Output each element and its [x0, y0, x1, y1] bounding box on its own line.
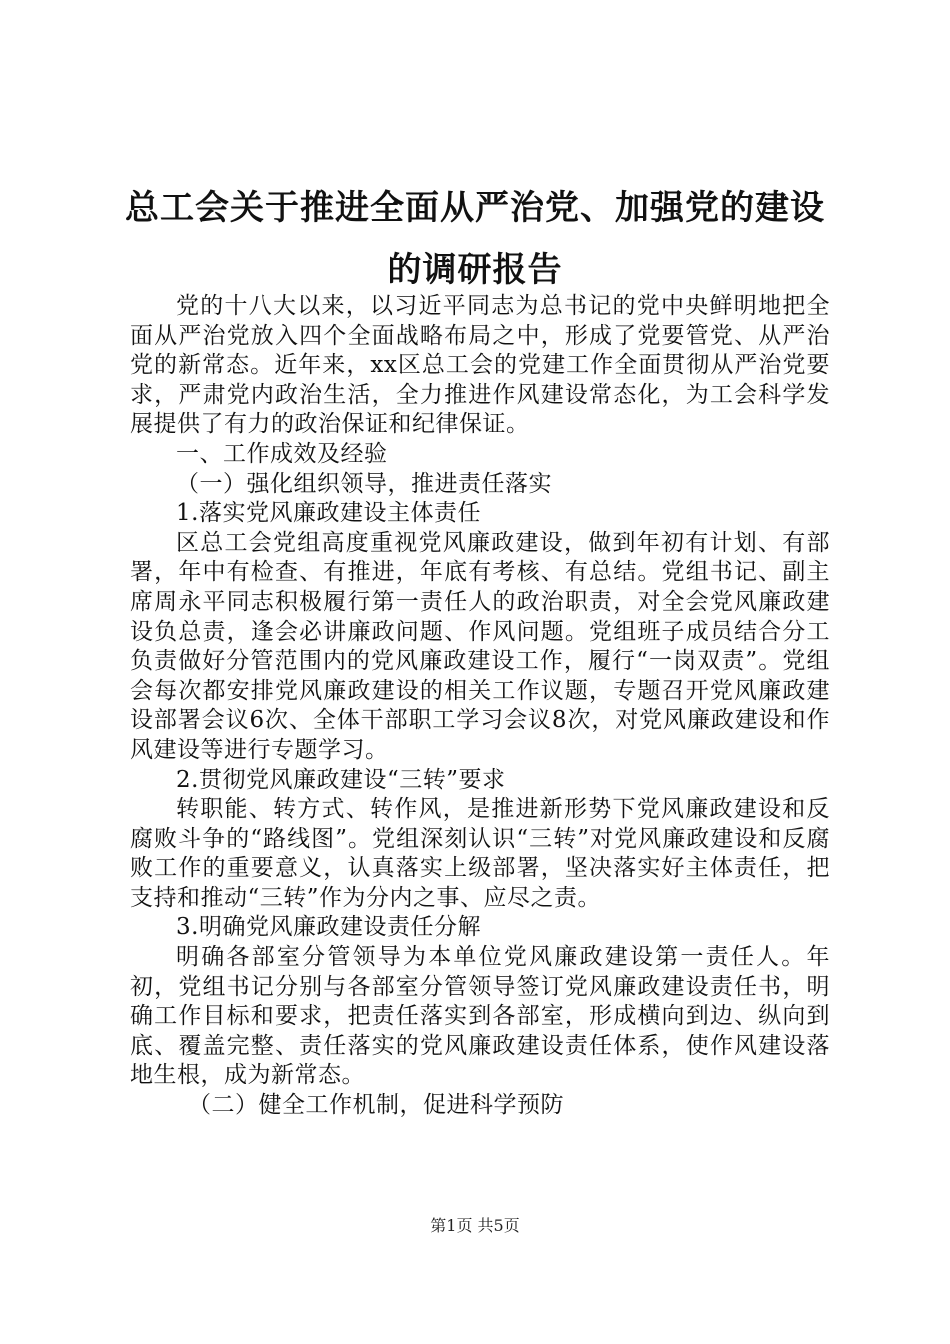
item-heading-1: 1.落实党风廉政建设主体责任 [176, 500, 481, 527]
intro-paragraph: 党的十八大以来，以习近平同志为总书记的党中央鲜明地把全面从严治党放入四个全面战略布局之中，形成了党要管党、从严治党的新常态。近年来，xx区总工会的党建工作全面贯彻从严治党要求，严肃党内政治生活，全力推进作风建设常态化，为工会科学发展提供了有力的政治保证和纪律保证。 [130, 293, 830, 438]
document-title-line-2: 的调研报告 [387, 250, 563, 290]
subsection-heading-2: （二）健全工作机制，促进科学预防 [188, 1092, 564, 1119]
subsection-heading-1: （一）强化组织领导，推进责任落实 [176, 470, 552, 497]
item-paragraph-2: 转职能、转方式、转作风，是推进新形势下党风廉政建设和反腐败斗争的“路线图”。党组深刻认识“三转”对党风廉政建设和反腐败工作的重要意义，认真落实上级部署，坚决落实好主体责任，把支持和推动“三转”作为分内之事、应尽之责。 [130, 796, 830, 911]
item-paragraph-3: 明确各部室分管领导为本单位党风廉政建设第一责任人。年初，党组书记分别与各部室分管领导签订党风廉政建设责任书，明确工作目标和要求，把责任落实到各部室，形成横向到边、纵向到底、覆盖完整、责任落实的党风廉政建设责任体系，使作风建设落地生根，成为新常态。 [130, 944, 830, 1089]
item-heading-2: 2.贯彻党风廉政建设“三转”要求 [176, 766, 506, 793]
section-heading-1: 一、工作成效及经验 [176, 440, 388, 467]
document-body [130, 292, 830, 1121]
document-title-line-1: 总工会关于推进全面从严治党、加强党的建设 [125, 188, 825, 228]
item-paragraph-1: 区总工会党组高度重视党风廉政建设，做到年初有计划、有部署，年中有检查、有推进，年底有考核、有总结。党组书记、副主席周永平同志积极履行第一责任人的政治职责，对全会党风廉政建设负总责，逢会必讲廉政问题、作风问题。党组班子成员结合分工负责做好分管范围内的党风廉政建设工作，履行“一岗双责”。党组会每次都安排党风廉政建设的相关工作议题，专题召开党风廉政建设部署会议6次、全体干部职工学习会议8次，对党风廉政建设和作风建设等进行专题学习。 [130, 529, 830, 763]
page-number-footer: 第1页 共5页 [430, 1216, 520, 1235]
item-heading-3: 3.明确党风廉政建设责任分解 [176, 914, 481, 941]
